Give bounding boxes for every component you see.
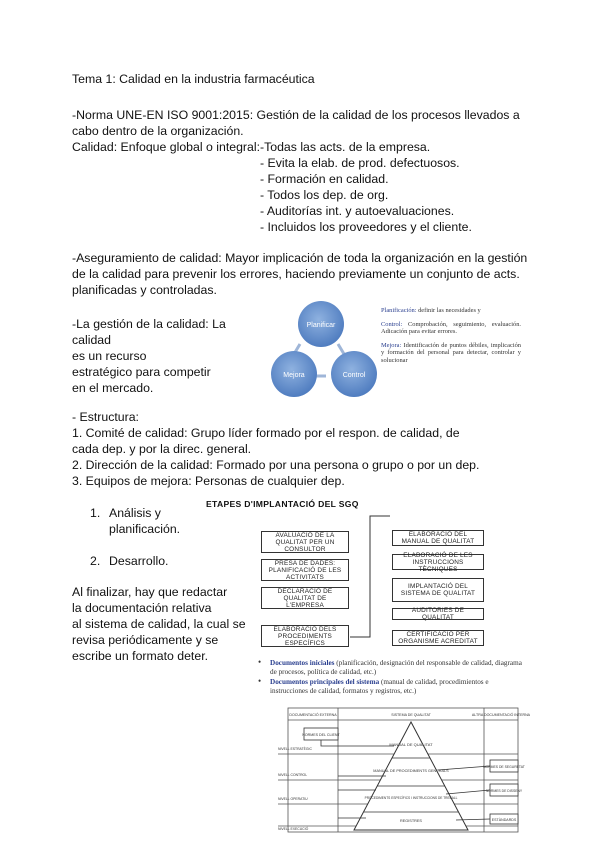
calidad-item: - Incluidos los proveedores y el cliente.	[260, 220, 472, 234]
pyramid-layer: REGISTRES	[400, 819, 422, 823]
cycle-desc-control: Control: Comprobación, seguimiento, evaluación. Adicación para evitar errores.	[381, 320, 521, 336]
documentation-pyramid	[276, 706, 531, 834]
estructura-line: 1. Comité de calidad: Grupo líder formado por el respon. de calidad, de	[72, 426, 460, 440]
calidad-item: - Auditorías int. y autoevaluaciones.	[260, 204, 455, 218]
circle-label-planificar: Planificar	[306, 322, 336, 329]
pyramid-level: NIVELL OPERATIU	[278, 797, 308, 801]
sgq-right-step: IMPLANTACIÓ DEL SISTEMA DE QUALITAT	[392, 578, 484, 602]
step-text: planificación.	[109, 522, 181, 536]
sgq-left-step: PRESA DE DADES: PLANIFICACIÓ DE LES ACTIVITATS	[261, 559, 349, 581]
sgq-left-step: DECLARACIÓ DE QUALITAT DE L'EMPRESA	[261, 587, 349, 609]
documentos-item: • Documentos principales del sistema (manual de calidad, procedimientos e instrucciones de calidad, formatos y registros, etc.)	[258, 675, 489, 696]
step-number: 1.	[90, 506, 101, 520]
finalizar-line: la documentación relativa	[72, 601, 212, 615]
sgq-right-step: CERTIFICACIÓ PER ORGANISME ACREDITAT	[392, 630, 484, 646]
pyramid-header-system: SISTEMA DE QUALITAT	[391, 713, 431, 717]
pyramid-right-box: NORMES DE SEGURETAT	[483, 765, 525, 769]
pyramid-right-box: NORMES DE DISSENY	[485, 789, 523, 793]
pyramid-level: NIVELL ESTRATÈGIC	[278, 747, 312, 751]
sgq-title: ETAPES D'IMPLANTACIÓ DEL SGQ	[206, 499, 359, 509]
finalizar-line: escribe un formato deter.	[72, 649, 209, 663]
pyramid-level: NIVELL EXECUCIÓ	[278, 827, 309, 831]
step-text: Desarrollo.	[109, 554, 169, 568]
pyramid-layer: MANUAL DE QUALITAT	[389, 742, 433, 747]
step-text: Análisis y	[109, 506, 161, 520]
finalizar-line: Al finalizar, hay que redactar	[72, 585, 228, 599]
calidad-label: Calidad: Enfoque global o integral:	[72, 140, 261, 154]
pyramid-right-box: ESTÀNDARDS	[491, 818, 517, 822]
calidad-item: - Evita la elab. de prod. defectuosos.	[260, 156, 460, 170]
cycle-descriptions	[381, 307, 521, 365]
quality-cycle-diagram	[268, 296, 380, 398]
estructura-line: 2. Dirección de la calidad: Formado por una persona o grupo o por un dep.	[72, 458, 480, 472]
sgq-right-step: AUDITORIES DE QUALITAT	[392, 608, 484, 620]
aseguramiento-line: -Aseguramiento de calidad: Mayor implicación de toda la organización en la gestión	[72, 251, 528, 265]
step-number: 2.	[90, 554, 101, 568]
estructura-line: cada dep. y por la direc. general.	[72, 442, 252, 456]
calidad-item: -Todas las acts. de la empresa.	[260, 140, 431, 154]
pyramid-left-box: NORMES DEL CLIENT	[302, 733, 340, 737]
pyramid-header-internal: ALTRA DOCUMENTACIÓ INTERNA	[471, 713, 531, 717]
cycle-desc-mejora: Mejora: Identificación de puntos débiles, implicación y formación del personal para detectar, controlar y solucionar	[381, 341, 521, 364]
gestion-line: estratégico para competir	[72, 365, 211, 379]
documentos-item: • Documentos iniciales (planificación, designación del responsable de calidad, diagrama de procesos, política de calidad, etc.)	[258, 657, 522, 677]
gestion-line: en el mercado.	[72, 381, 154, 395]
finalizar-line: revisa periódicamente y se	[72, 633, 219, 647]
sgq-left-step: ELABORACIÓ DELS PROCEDIMENTS ESPECÍFICS	[261, 625, 349, 647]
gestion-line: es un recurso	[72, 349, 147, 363]
calidad-item: - Formación en calidad.	[260, 172, 389, 186]
documentos-list	[258, 659, 522, 697]
aseguramiento-line: de la calidad para prevenir los errores, haciendo previamente un conjunto de acts.	[72, 267, 520, 281]
page-title: Tema 1: Calidad en la industria farmacéutica	[72, 72, 315, 86]
estructura-line: 3. Equipos de mejora: Personas de cualquier dep.	[72, 474, 345, 488]
circle-label-control: Control	[342, 372, 366, 379]
pyramid-layer: PROCEDIMENTS ESPECÍFICS I INSTRUCCIONS DE TREBALL	[364, 796, 458, 800]
norma-line-2: cabo dentro de la organización.	[72, 124, 244, 138]
sgq-right-step: ELABORACIÓ DEL MANUAL DE QUALITAT	[392, 530, 484, 546]
pyramid-header-external: DOCUMENTACIÓ EXTERNA	[289, 713, 337, 717]
calidad-item: - Todos los dep. de org.	[260, 188, 389, 202]
circle-label-mejora: Mejora	[283, 372, 305, 379]
estructura-heading: - Estructura:	[72, 410, 139, 424]
pyramid-layer: MANUAL DE PROCEDIMENTS GENERALS	[373, 769, 449, 773]
aseguramiento-line: planificadas y controladas.	[72, 283, 217, 297]
sgq-left-step: AVALUACIÓ DE LA QUALITAT PER UN CONSULTOR	[261, 531, 349, 553]
pyramid-level: NIVELL CONTROL	[278, 773, 308, 777]
gestion-line: -La gestión de la calidad: La	[72, 317, 226, 331]
sgq-right-step: ELABORACIÓ DE LES INSTRUCCIONS TÈCNIQUES	[392, 554, 484, 570]
finalizar-line: al sistema de calidad, la cual se	[72, 617, 246, 631]
norma-line-1: -Norma UNE-EN ISO 9001:2015: Gestión de la calidad de los procesos llevados a	[72, 108, 520, 122]
gestion-line: calidad	[72, 333, 111, 347]
cycle-desc-planificacion: Planificación: definir las necesidades y	[381, 307, 481, 314]
